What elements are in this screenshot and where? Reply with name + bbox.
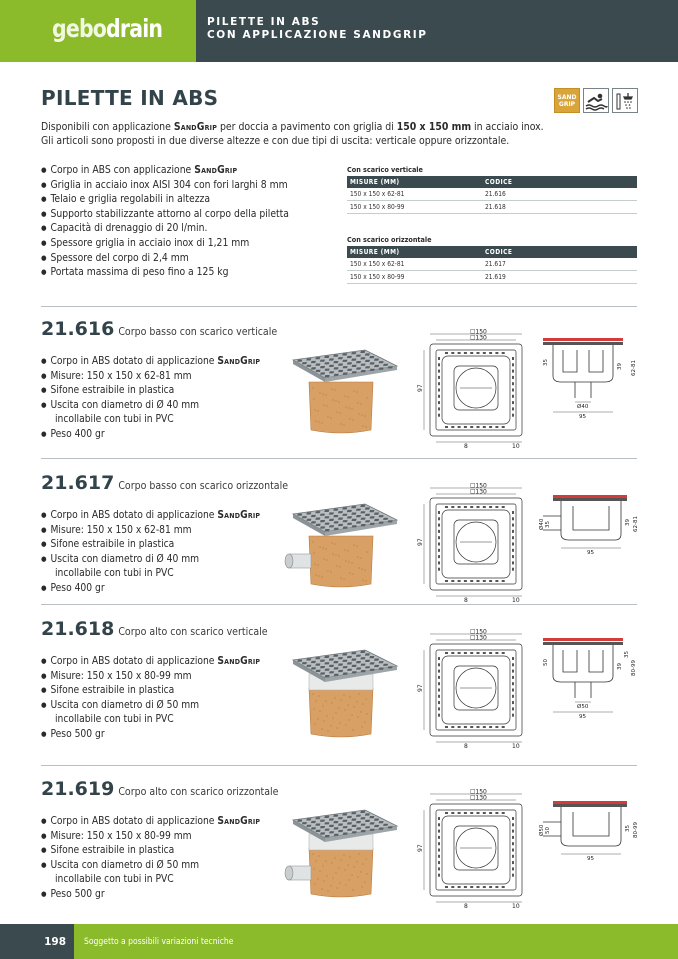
list-item: ● Supporto stabilizzante attorno al corpo della piletta	[41, 208, 289, 223]
table-caption: Con scarico verticale	[347, 165, 423, 174]
svg-text:95: 95	[587, 550, 594, 556]
product-photo	[279, 644, 403, 740]
svg-text:35: 35	[545, 521, 551, 528]
svg-text:☐150: ☐150	[470, 328, 487, 336]
list-item: incollabile con tubi in PVC	[55, 714, 174, 725]
svg-text:97: 97	[417, 384, 424, 392]
table-row: 150 x 150 x 80-99 21.618	[347, 201, 637, 214]
svg-text:35: 35	[625, 825, 631, 832]
svg-text:8: 8	[464, 597, 468, 604]
section-drawing	[539, 636, 643, 736]
list-item: ● Peso 400 gr	[41, 582, 281, 597]
svg-text:39: 39	[625, 519, 631, 526]
list-item: ● Uscita con diametro di Ø 40 mm	[41, 553, 281, 568]
column-header: MISURE (MM)	[347, 176, 482, 188]
svg-text:39: 39	[617, 363, 623, 370]
shower-icon	[612, 88, 638, 113]
list-item: ● Capacità di drenaggio di 20 l/min.	[41, 222, 289, 237]
svg-text:95: 95	[587, 856, 594, 862]
intro-text: Disponibili con applicazione SandGrip per doccia a pavimento con griglia di 150 x 150 mm in acciaio inox. Gli articoli sono proposti in due diverse altezze e con due tipi di uscita: verticale oppure orizzontale.	[41, 121, 544, 147]
sandgrip-badge-icon: SAND GRIP	[554, 88, 580, 113]
svg-text:8: 8	[464, 743, 468, 750]
plan-drawing	[418, 790, 530, 910]
column-header: MISURE (MM)	[347, 246, 482, 258]
swimmer-icon	[583, 88, 609, 113]
footer-note: Soggetto a possibili variazioni tecniche	[74, 924, 678, 959]
svg-text:95: 95	[579, 714, 586, 720]
product-photo	[279, 804, 403, 900]
list-item: ● Griglia in acciaio inox AISI 304 con fori larghi 8 mm	[41, 179, 289, 194]
product-21616	[0, 318, 678, 458]
divider	[41, 765, 637, 766]
product-specs	[41, 655, 281, 742]
list-item: incollabile con tubi in PVC	[55, 874, 174, 885]
svg-text:8: 8	[464, 443, 468, 450]
plan-drawing	[418, 330, 530, 450]
header-title: PILETTE IN ABS CON APPLICAZIONE SANDGRIP	[207, 16, 428, 41]
list-item: ● Corpo in ABS dotato di applicazione SandGrip	[41, 815, 281, 830]
svg-text:97: 97	[417, 684, 424, 692]
divider	[41, 458, 637, 459]
svg-text:☐150: ☐150	[470, 482, 487, 490]
list-item: ● Uscita con diametro di Ø 50 mm	[41, 699, 281, 714]
plan-drawing	[418, 630, 530, 750]
table-horizontal-drain	[347, 235, 637, 284]
list-item: ● Misure: 150 x 150 x 80-99 mm	[41, 670, 281, 685]
table-row: 150 x 150 x 62-81 21.617	[347, 258, 637, 271]
section-drawing	[539, 490, 643, 590]
svg-text:☐150: ☐150	[470, 628, 487, 636]
svg-text:62-81: 62-81	[633, 516, 639, 532]
svg-text:35: 35	[624, 651, 630, 658]
list-item: ● Uscita con diametro di Ø 40 mm	[41, 399, 281, 414]
svg-text:50: 50	[543, 659, 549, 666]
list-item: ● Peso 500 gr	[41, 888, 281, 903]
svg-text:80-99: 80-99	[631, 660, 637, 676]
plan-drawing	[418, 484, 530, 604]
product-specs	[41, 815, 281, 902]
product-21618	[0, 618, 678, 758]
svg-text:10: 10	[512, 903, 520, 910]
list-item: ● Sifone estraibile in plastica	[41, 684, 281, 699]
svg-text:☐130: ☐130	[470, 634, 487, 642]
svg-text:10: 10	[512, 443, 520, 450]
gebodrain-logo: gebodrain	[52, 14, 163, 43]
list-item: ● Misure: 150 x 150 x 80-99 mm	[41, 830, 281, 845]
product-specs	[41, 355, 281, 442]
svg-text:☐130: ☐130	[470, 334, 487, 342]
svg-text:35: 35	[543, 359, 549, 366]
svg-text:☐130: ☐130	[470, 794, 487, 802]
divider	[41, 604, 637, 605]
svg-text:97: 97	[417, 538, 424, 546]
svg-text:10: 10	[512, 597, 520, 604]
product-specs	[41, 509, 281, 596]
list-item: incollabile con tubi in PVC	[55, 414, 174, 425]
svg-text:95: 95	[579, 414, 586, 420]
product-photo	[279, 498, 403, 594]
svg-text:50: 50	[545, 827, 551, 834]
table-caption: Con scarico orizzontale	[347, 235, 432, 244]
svg-text:62-81: 62-81	[631, 360, 637, 376]
section-drawing	[539, 336, 643, 436]
logo-panel	[0, 0, 196, 62]
list-item: ● Spessore griglia in acciaio inox di 1,21 mm	[41, 237, 289, 252]
table-row: 150 x 150 x 62-81 21.616	[347, 188, 637, 201]
divider	[41, 306, 637, 307]
feature-list	[41, 164, 289, 281]
list-item: ● Sifone estraibile in plastica	[41, 384, 281, 399]
page-title: PILETTE IN ABS	[41, 86, 219, 110]
table-row: 150 x 150 x 80-99 21.619	[347, 271, 637, 284]
svg-text:Ø50: Ø50	[539, 824, 545, 836]
svg-text:10: 10	[512, 743, 520, 750]
list-item: ● Corpo in ABS con applicazione SandGrip	[41, 164, 289, 179]
list-item: ● Corpo in ABS dotato di applicazione SandGrip	[41, 655, 281, 670]
page-number: 198	[44, 935, 66, 948]
product-title: 21.617 Corpo basso con scarico orizzontale	[41, 472, 289, 494]
svg-text:Ø50: Ø50	[577, 704, 589, 710]
list-item: ● Corpo in ABS dotato di applicazione SandGrip	[41, 509, 281, 524]
list-item: ● Sifone estraibile in plastica	[41, 538, 281, 553]
product-title: 21.619 Corpo alto con scarico orizzontale	[41, 778, 279, 800]
list-item: ● Sifone estraibile in plastica	[41, 844, 281, 859]
column-header: CODICE	[482, 176, 637, 188]
page-header	[0, 0, 678, 62]
section-drawing	[539, 796, 643, 896]
product-title: 21.616 Corpo basso con scarico verticale	[41, 318, 278, 340]
svg-text:Ø40: Ø40	[539, 518, 545, 530]
list-item: ● Peso 400 gr	[41, 428, 281, 443]
list-item: ● Corpo in ABS dotato di applicazione SandGrip	[41, 355, 281, 370]
svg-text:☐130: ☐130	[470, 488, 487, 496]
list-item: ● Uscita con diametro di Ø 50 mm	[41, 859, 281, 874]
product-title: 21.618 Corpo alto con scarico verticale	[41, 618, 268, 640]
svg-text:39: 39	[617, 663, 623, 670]
list-item: ● Portata massima di peso fino a 125 kg	[41, 266, 289, 281]
table-vertical-drain	[347, 165, 637, 214]
product-21619	[0, 778, 678, 918]
page-footer	[0, 924, 678, 959]
product-21617	[0, 472, 678, 612]
list-item: incollabile con tubi in PVC	[55, 568, 174, 579]
list-item: ● Misure: 150 x 150 x 62-81 mm	[41, 524, 281, 539]
list-item: ● Spessore del corpo di 2,4 mm	[41, 252, 289, 267]
list-item: ● Misure: 150 x 150 x 62-81 mm	[41, 370, 281, 385]
column-header: CODICE	[482, 246, 637, 258]
svg-text:97: 97	[417, 844, 424, 852]
svg-text:8: 8	[464, 903, 468, 910]
list-item: ● Peso 500 gr	[41, 728, 281, 743]
svg-text:80-99: 80-99	[633, 822, 639, 838]
list-item: ● Telaio e griglia regolabili in altezza	[41, 193, 289, 208]
svg-text:☐150: ☐150	[470, 788, 487, 796]
feature-badges	[554, 88, 638, 113]
svg-text:Ø40: Ø40	[577, 404, 589, 410]
product-photo	[279, 344, 403, 440]
